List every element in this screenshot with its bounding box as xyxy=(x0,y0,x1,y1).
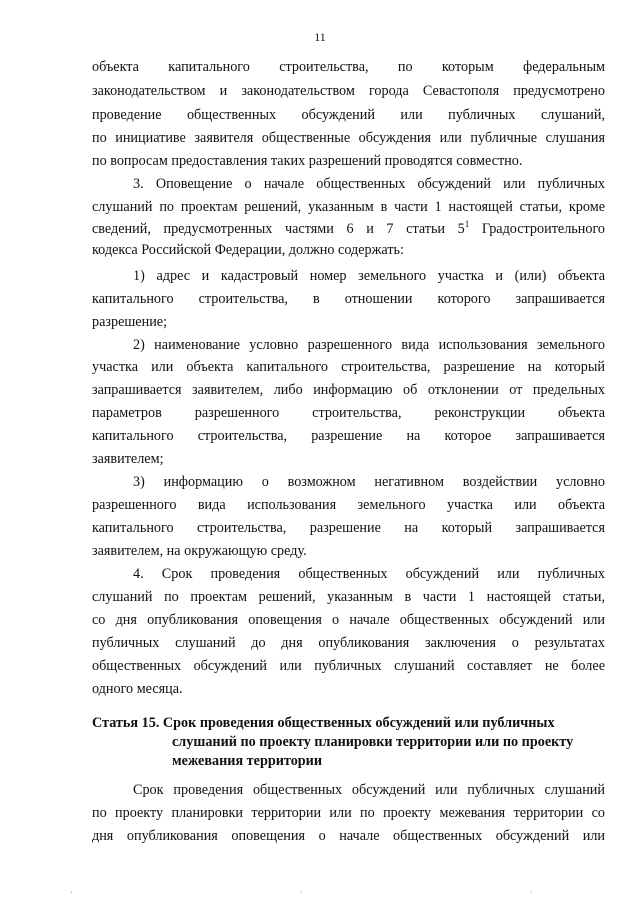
text-line: капитального строительства, разрешение на которое запрашивается xyxy=(92,428,605,444)
text-line: 2) наименование условно разрешенного вида использования земельного xyxy=(133,337,605,353)
text-line: публичных слушаний до дня опубликования заключения о результатах xyxy=(92,635,605,651)
article-title: Срок проведения общественных обсуждений или публичных xyxy=(162,715,555,731)
text-line: со дня опубликования оповещения о начале общественных обсуждений или xyxy=(92,612,605,628)
text-line: законодательством и законодательством города Севастополя предусмотрено xyxy=(92,83,605,99)
text-line: общественных обсуждений или публичных слушаний составляет не более xyxy=(92,658,605,674)
text-line: объекта капитального строительства, по которым федеральным xyxy=(92,59,605,75)
text-line: по проекту планировки территории или по проекту межевания территории со xyxy=(92,805,605,821)
text-line: по инициативе заявителя общественные обсуждения или публичные слушания xyxy=(92,130,605,146)
text-line: разрешенного вида использования земельного участка или объекта xyxy=(92,497,605,513)
article-label: Статья 15. xyxy=(92,715,160,731)
superscript: 1 xyxy=(464,219,470,229)
article-heading xyxy=(92,713,605,733)
text-line: заявителем; xyxy=(92,451,164,467)
text-line: запрашивается заявителем, либо информацию об отклонении от предельных xyxy=(92,382,605,398)
article-title-line: межевания территории xyxy=(172,753,323,769)
scan-mark: ʼ xyxy=(70,890,73,899)
text-line: 4. Срок проведения общественных обсуждений или публичных xyxy=(133,566,605,582)
text-line: заявителем, на окружающую среду. xyxy=(92,543,307,559)
text-line: капитального строительства, разрешение на который запрашивается xyxy=(92,520,605,536)
text-line: разрешение; xyxy=(92,314,168,330)
text-line: 1) адрес и кадастровый номер земельного участка и (или) объекта xyxy=(133,268,605,284)
text-line: одного месяца. xyxy=(92,681,183,697)
text-line: участка или объекта капитального строительства, разрешение на который xyxy=(92,359,605,375)
text-line: капитального строительства, в отношении которого запрашивается xyxy=(92,291,605,307)
text-line: дня опубликования оповещения о начале общественных обсуждений или xyxy=(92,828,605,844)
scan-mark: ʼ xyxy=(530,890,533,899)
scan-mark: ʼ xyxy=(300,890,303,899)
text-line: Срок проведения общественных обсуждений или публичных слушаний xyxy=(133,782,605,798)
page-number: 11 xyxy=(314,30,326,44)
text-fragment: Градостроительного xyxy=(481,221,605,237)
text-line: параметров разрешенного строительства, реконструкции объекта xyxy=(92,405,605,421)
text-line: кодекса Российской Федерации, должно содержать: xyxy=(92,242,404,258)
text-line: 3) информацию о возможном негативном воздействии условно xyxy=(133,474,605,490)
text-line: 3. Оповещение о начале общественных обсуждений или публичных xyxy=(133,176,605,192)
article-title-line: слушаний по проекту планировки территории или по проекту xyxy=(172,734,574,750)
text-line: слушаний по проектам решений, указанным в части 1 настоящей статьи, кроме xyxy=(92,199,605,215)
text-fragment: сведений, предусмотренных частями 6 и 7 статьи 5 xyxy=(92,221,465,237)
text-line: по вопросам предоставления таких разрешений проводятся совместно. xyxy=(92,153,523,169)
text-line-with-superscript xyxy=(92,219,605,239)
text-line: слушаний по проектам решений, указанным в части 1 настоящей статьи, xyxy=(92,589,605,605)
text-line: проведение общественных обсуждений или публичных слушаний, xyxy=(92,107,605,123)
